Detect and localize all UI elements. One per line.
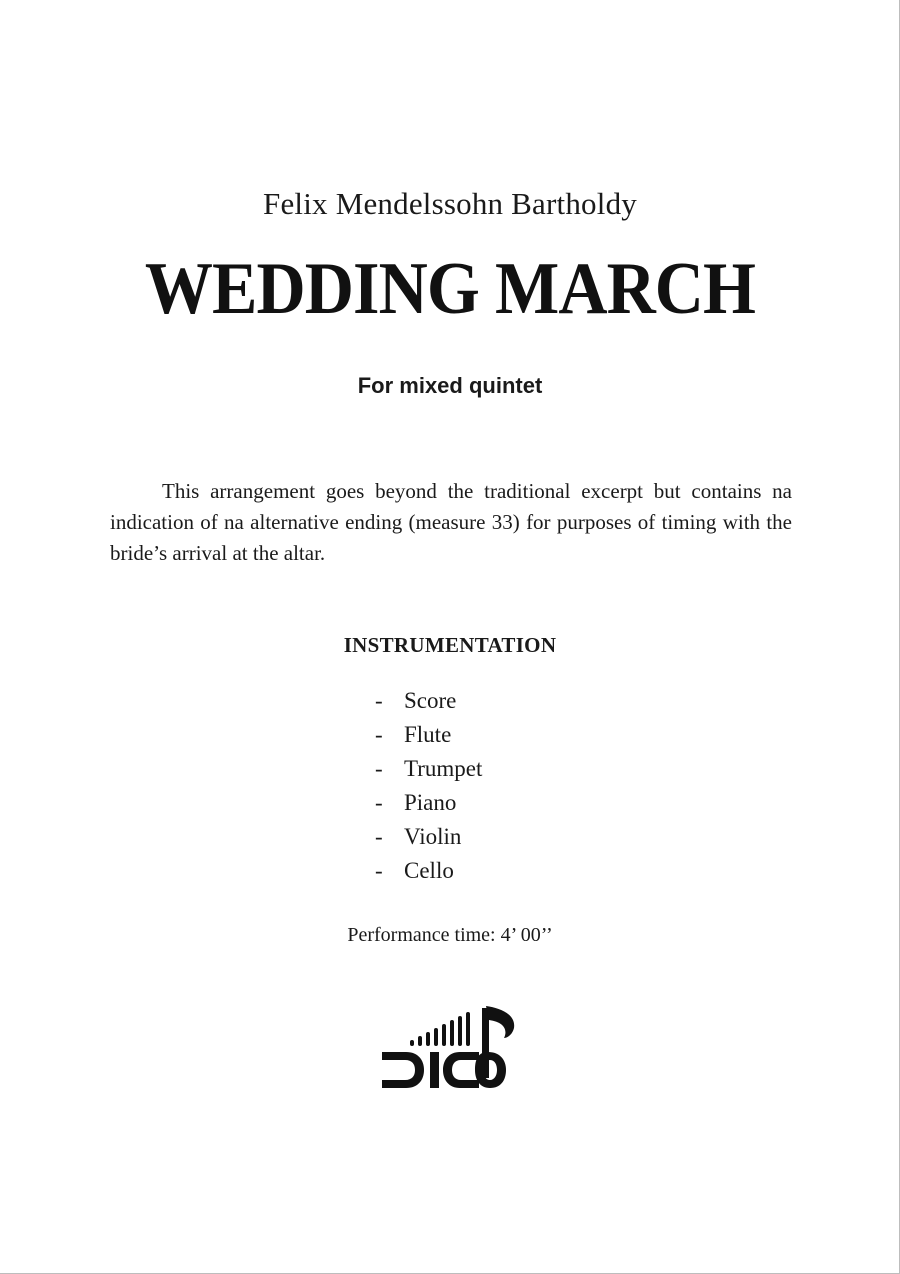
instrument-violin: Violin — [404, 824, 462, 849]
instrument-trumpet: Trumpet — [404, 756, 483, 781]
instrument-cello: Cello — [404, 858, 454, 883]
list-item — [375, 788, 482, 822]
arrangement-description: This arrangement goes beyond the traditional excerpt but contains na indication of na alternative ending (measure 33) for purposes of timing with the bride’s arrival at the altar. — [110, 479, 792, 565]
music-note-equalizer-icon — [380, 1000, 520, 1095]
list-item — [375, 856, 482, 890]
performance-time: Performance time: 4’ 00’’ — [347, 924, 553, 946]
list-bullet: - — [375, 688, 383, 713]
piece-subtitle: For mixed quintet — [357, 373, 543, 398]
dico-logo — [380, 1000, 520, 1095]
list-bullet: - — [375, 790, 383, 815]
instrumentation-heading: INSTRUMENTATION — [343, 633, 557, 657]
list-bullet: - — [375, 756, 383, 781]
instrument-score: Score — [404, 688, 457, 713]
instrument-flute: Flute — [404, 722, 452, 747]
list-item — [375, 754, 482, 788]
piece-title: WEDDING MARCH — [144, 248, 756, 330]
instrument-list — [375, 686, 482, 890]
list-item — [375, 686, 482, 720]
list-item — [375, 720, 482, 754]
list-item — [375, 822, 482, 856]
composer-name: Felix Mendelssohn Bartholdy — [263, 186, 637, 221]
list-bullet: - — [375, 722, 383, 747]
instrument-piano: Piano — [404, 790, 457, 815]
list-bullet: - — [375, 858, 383, 883]
list-bullet: - — [375, 824, 383, 849]
